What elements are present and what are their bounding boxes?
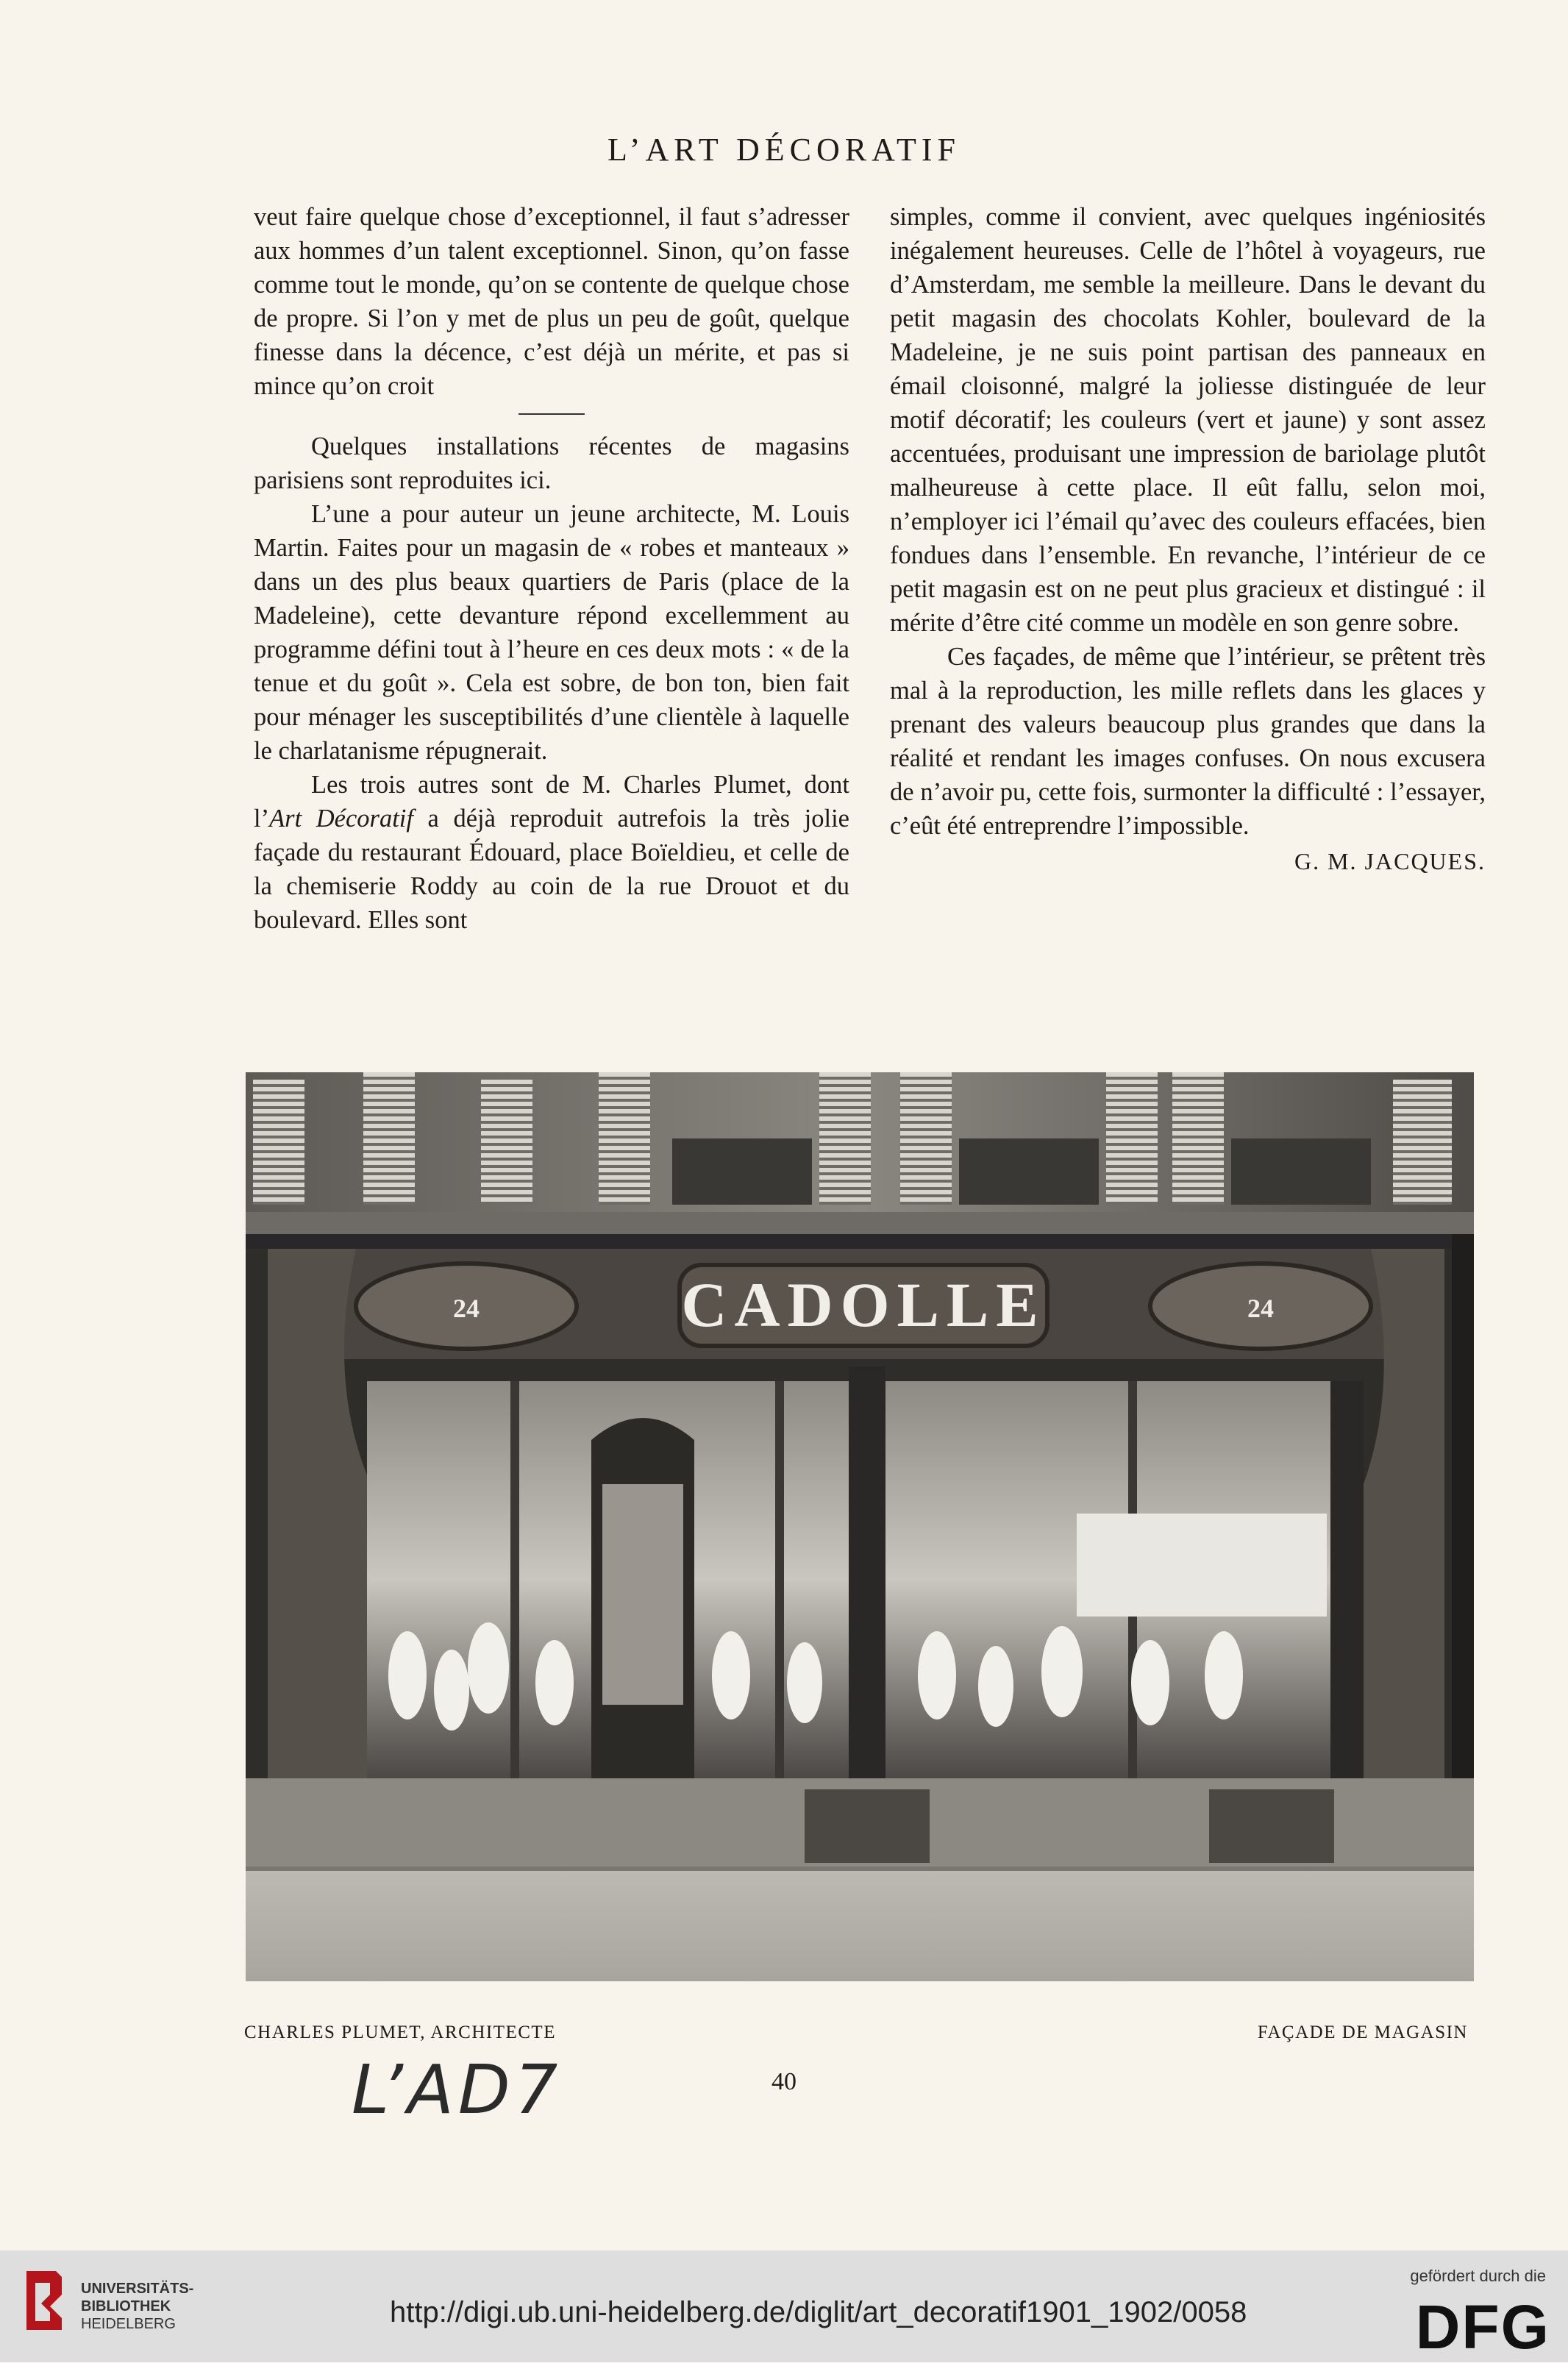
caption-architect: CHARLES PLUMET, ARCHITECTE [244, 2022, 556, 2042]
handwritten-shelfmark: L’AD7 [352, 2050, 563, 2129]
permalink-url[interactable]: http://digi.ub.uni-heidelberg.de/diglit/art_decoratif1901_1902/0058 [390, 2296, 1247, 2328]
left-column [254, 200, 849, 937]
institution-line: BIBLIOTHEK [81, 2298, 171, 2314]
paragraph: Ces façades, de même que l’intérieur, se prêtent très mal à la reproduction, les mille reflets dans les glaces y prenant des valeurs beaucoup plus grandes que dans la réalité et rendant les images confuses. On nous excusera de n’avoir pu, cette fois, surmonter la difficulté : l’essayer, c’eût été entreprendre l’impossible. [890, 643, 1486, 840]
digitization-footer [0, 2250, 1568, 2362]
page-number: 40 [771, 2068, 797, 2095]
paragraph: L’une a pour auteur un jeune architecte, M. Louis Martin. Faites pour un magasin de « robes et manteaux » dans un des plus beaux quartiers de Paris (place de la Madeleine), cette devanture répond excellemment au programme défini tout à l’heure en ces deux mots : « de la tenue et du goût ». Cela est sobre, de bon ton, bien fait pour ménager les susceptibilités d’une clientèle à laquelle le charlatanisme répugnerait. [254, 500, 849, 765]
paragraph [254, 768, 849, 937]
caption-title: FAÇADE DE MAGASIN [1257, 2022, 1468, 2042]
institution-line: UNIVERSITÄTS- [81, 2281, 194, 2297]
house-number-left: 24 [453, 1294, 480, 1323]
right-column [890, 200, 1486, 878]
house-number-right: 24 [1247, 1294, 1274, 1323]
paragraph: Quelques installations récentes de magasins parisiens sont reproduites ici. [254, 432, 849, 494]
university-logo-icon [21, 2265, 68, 2336]
paragraph: veut faire quelque chose d’exceptionnel, il faut s’adresser aux hommes d’un talent exceptionnel. Sinon, qu’on fasse comme tout le monde, qu’on se contente de quelque chose de propre. Si l’on y met de plus un peu de goût, quelque finesse dans la décence, c’est déjà un mérite, et pas si mince qu’on croit [254, 203, 849, 400]
institution-name [81, 2280, 193, 2333]
funder-logo: DFG [1415, 2292, 1550, 2362]
author-signature: G. M. JACQUES. [1294, 848, 1486, 874]
shop-sign-text: CADOLLE [681, 1269, 1046, 1340]
photo-illustration [246, 1072, 1474, 1981]
paragraph: simples, comme il convient, avec quelques ingéniosités inégalement heureuses. Celle de l’hôtel à voyageurs, rue d’Amsterdam, me semble la meilleure. Dans le devant du petit magasin des chocolats Kohler, boulevard de la Madeleine, je ne suis point partisan des panneaux en émail cloisonné, malgré la joliesse distinguée de leur motif décoratif; les couleurs (vert et jaune) y sont assez accentuées, produisant une impression de bariolage plutôt malheureuse à cette place. Il eût fallu, selon moi, n’employer ici l’émail qu’avec des couleurs effacées, bien fondues dans l’ensemble. En revanche, l’intérieur de ce petit magasin est on ne peut plus gracieux et distingué : il mérite d’être cité comme un modèle en son genre sobre. [890, 203, 1486, 637]
funding-label: gefördert durch die [1410, 2267, 1546, 2285]
institution-line: HEIDELBERG [81, 2316, 176, 2332]
text-run: a déjà reproduit autrefois la très jolie façade du restaurant Édouard, place Boïeldieu, et celle de la chemiserie Roddy au coin de la rue Drouot et du boulevard. Elles sont [254, 805, 849, 934]
section-divider [518, 413, 585, 415]
text-run: Les trois autres sont de M. Charles Plumet, dont l’ [254, 771, 849, 833]
shopfront-photograph [246, 1072, 1474, 1981]
italic-title: Art Décoratif [269, 805, 413, 833]
running-title: L’ART DÉCORATIF [607, 132, 961, 168]
